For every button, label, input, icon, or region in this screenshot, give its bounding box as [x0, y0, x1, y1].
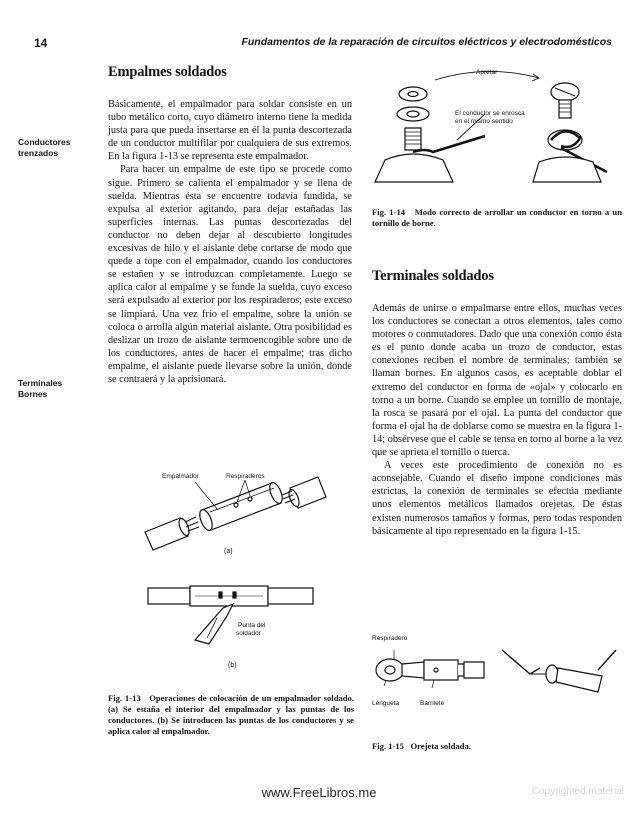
- label-empalmador: Empalmador: [162, 473, 199, 480]
- paragraph: Para hacer un empalme de este tipo se procede como sigue. Primero se calienta el empalmador y se llena de suelda. Mientras ésta se encuentre todavía fundida, se expulsa al exterior agitando, para dejar estañadas las superficies internas. Las puntas descortezadas del conductor no deben dejar al descubierto longitudes excesivas de hilo y el aislante debe cortarse de modo que quede a tope con el empalmador, cuando los conductores se estañen y se introduzcan completamente. Luego se aplica calor al empalme y se funde la suelda, cuyo exceso será expulsado al exterior por los respiraderos; este exceso se limpiará. Una vez frío el empalme, sobre la unión se coloca o arrolla algún material aislante. Otra posibilidad es deslizar un trozo de aislante termoencogible sobre uno de los conductores, antes de hacer el empalme; tras dicho empalme, el aislante puede llevarse sobre la unión, donde se contraerá y la aprisionará.: [108, 164, 352, 385]
- label-conductor-line2: en el mismo sentido: [455, 118, 513, 125]
- paragraph: Además de unirse o empalmarse entre ellos, muchas veces los conductores se conectan a otros elementos, tales como motores o conmutadores. Dado que una conexión como ésta es el punto donde acaba un trozo de conductor, estas conexiones reciben el nombre de terminales; también se llaman bornes. En algunos casos, es aceptable doblar el extremo del conductor en forma de «ojal» y colocarlo en torno a un borne. Cuando se emplee un tornillo de montaje, la rosca se pasará por el ojal. La punta del conductor que forma el ojal ha de doblarse como se muestra en la figura 1-14; obsérvese que el cable se tensa en torno al borne a la vez que se aprieta el tornillo o tuerca.: [372, 303, 622, 459]
- label-respiradero: Respiradero: [372, 635, 408, 642]
- margin-note-conductores: [18, 137, 70, 159]
- figure-1-13-caption: [108, 693, 354, 737]
- label-lengueta: Lengueta: [372, 700, 400, 707]
- margin-note-terminales: [18, 378, 62, 400]
- margin-note-line: Terminales: [18, 378, 63, 388]
- label-part-b: (b): [228, 662, 237, 669]
- margin-note-line: Conductores: [18, 137, 71, 147]
- figure-1-13b-illustration: [145, 578, 320, 648]
- footer-site-link[interactable]: www.FreeLibros.me: [261, 785, 377, 800]
- label-barrilete: Barrilete: [420, 700, 445, 707]
- section-heading-empalmes: Empalmes soldados: [108, 64, 227, 80]
- figure-1-13a-illustration: [140, 470, 330, 560]
- margin-note-line: Bornes: [18, 389, 48, 399]
- running-title: Fundamentos de la reparación de circuitos eléctricos y electrodomésticos: [241, 36, 612, 48]
- paragraph: Básicamente, el empalmador para soldar consiste en un tubo metálico corto, cuyo diámetro interno tiene la medida justa para que pueda insertarse en él la punta descortezada de un conductor multifilar por cualquiera de sus extremos. En la figura 1-13 se representa este empalmador.: [108, 99, 352, 163]
- section-heading-terminales: Terminales soldados: [372, 268, 494, 284]
- figure-1-14-illustration: [375, 66, 615, 191]
- figure-1-14-caption: [372, 207, 622, 229]
- caption-label: Fig. 1-13: [108, 693, 141, 703]
- figure-1-15-illustration: [372, 640, 622, 700]
- caption-text: Orejeta soldada.: [410, 741, 471, 751]
- label-part-a: (a): [224, 548, 233, 555]
- right-body-text: [372, 302, 622, 538]
- label-conductor-line1: El conductor se enrosca: [455, 110, 525, 117]
- margin-note-line: trenzados: [18, 148, 59, 158]
- caption-text: Modo correcto de arrollar un conductor en torno a un tornillo de borne.: [372, 207, 622, 228]
- caption-text: Operaciones de colocación de un empalmador soldado. (a) Se estaña el interior del empalmador y las puntas de los conductores. (b) Se introducen las puntas de los conductores y se aplica calor al empalmador.: [108, 693, 354, 736]
- paragraph: A veces este procedimiento de conexión no es aconsejable. Cuando el diseño impone condiciones más estrictas, la conexión de terminales se efectúa mediante unos elementos metálicos llamados orejetas. De éstas existen numerosos tamaños y formas, pero todas responden básicamente al tipo representado en la figura 1-15.: [372, 460, 622, 537]
- copyright-watermark: Copyrighted material: [531, 786, 624, 797]
- caption-label: Fig. 1-15: [372, 741, 404, 751]
- caption-label: Fig. 1-14: [372, 207, 406, 217]
- label-respiraderos: Respiraderos: [226, 473, 265, 480]
- figure-1-15-caption: [372, 741, 471, 752]
- page-number: 14: [34, 36, 48, 50]
- label-punta-line2: soldador: [236, 630, 261, 637]
- label-punta-line1: Punta del: [238, 622, 266, 629]
- left-body-text: [108, 98, 352, 386]
- label-apretar: Apretar: [476, 69, 498, 76]
